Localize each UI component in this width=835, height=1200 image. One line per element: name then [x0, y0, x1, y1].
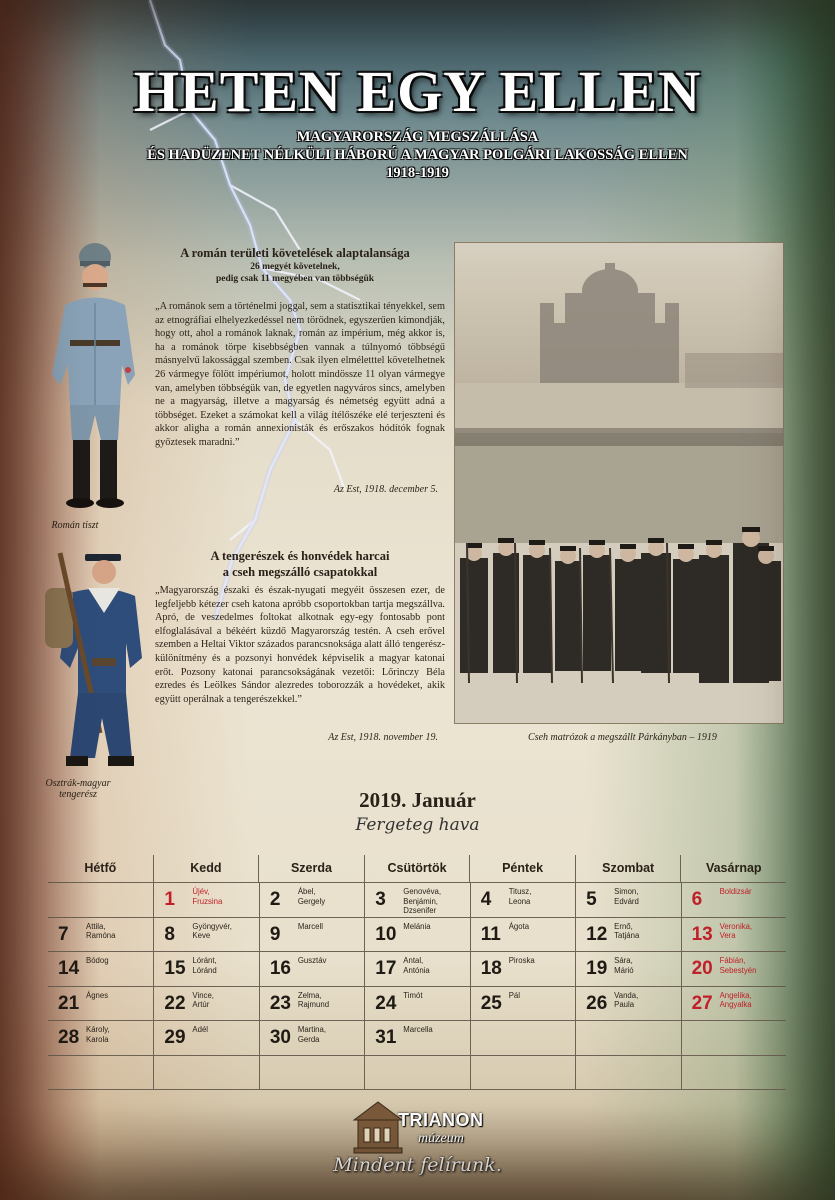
calendar-empty-cell	[681, 1021, 786, 1056]
calendar-day-cell	[48, 952, 153, 987]
weekday-header: Szombat	[575, 855, 681, 882]
day-number: 3	[375, 889, 386, 910]
sailor-illustration	[40, 548, 155, 778]
caption-line: tengerész	[59, 789, 97, 800]
day-number: 20	[691, 958, 713, 979]
calendar-day-cell	[575, 987, 680, 1022]
day-number: 16	[269, 958, 291, 979]
day-number: 14	[58, 958, 80, 979]
calendar-empty-cell	[364, 1056, 469, 1091]
article-body: „A románok sem a történelmi joggal, sem a statisztikai tényekkel, sem az etnográfiai elhelyezkedéssel nem törödnek, egyszerűen kimondják, hogy ott, ahol a románok laknak, román az impérium, még akkor is, ha a románok törpe kisebbségben vannak a túlnyomó többségű másnyelvű lakossággal szemben. Csak ilyen elméletttel követelhetnek 26 vármegye fölött impériumot, holott mindössze 11 olyan vármegye van, amelyben többségük van, de egyetlen nagyváros sincs, amelyben ne a magyarság, illetve a magyarság és németség együtt adná a többséget. Ezeket a számokat kell a világ ítélőszéke elé terjeszteni és akkor aligha a román annexionisták és erőszakos hódítók fognak győztesek maradni.”	[155, 301, 445, 448]
name-day-list: Marcell	[297, 921, 323, 931]
calendar-empty-cell	[259, 1056, 364, 1091]
calendar-day-cell	[48, 987, 153, 1022]
calendar-day-cell	[259, 987, 364, 1022]
calendar-empty-cell	[470, 1056, 575, 1091]
calendar-day-cell	[364, 987, 469, 1022]
heading-line: A tengerészek és honvédek harcai	[210, 549, 390, 563]
calendar-day-cell	[364, 883, 469, 918]
name-day-list: Sára, Márió	[614, 956, 634, 975]
name-day-list: Zelma, Rajmund	[297, 990, 330, 1009]
calendar-empty-cell	[48, 883, 153, 918]
name-day-list: Titusz, Leona	[508, 887, 532, 906]
weekday-header: Hétfő	[84, 861, 117, 875]
day-number: 24	[375, 992, 397, 1014]
figure-caption: Román tiszt	[51, 520, 99, 531]
name-day-list: Martina, Gerda	[297, 1025, 327, 1044]
logo-text: múzeum	[418, 1131, 464, 1146]
day-number: 4	[480, 889, 492, 910]
calendar-day-cell	[681, 987, 786, 1022]
weekday-header: Vasárnap	[680, 855, 786, 882]
day-number: 31	[375, 1027, 397, 1048]
name-day-list: Lóránt, Lóránd	[192, 956, 217, 975]
calendar-day-cell	[575, 883, 680, 918]
subtitle-line: MAGYARORSZÁG MEGSZÁLLÁSA	[296, 129, 539, 145]
day-number: 9	[269, 923, 281, 945]
calendar-day-cell	[153, 918, 258, 953]
calendar-day-cell	[259, 883, 364, 918]
calendar-empty-cell	[575, 1021, 680, 1056]
day-number: 21	[58, 992, 80, 1014]
calendar-day-cell	[470, 952, 575, 987]
calendar-day-cell	[259, 952, 364, 987]
day-number: 29	[164, 1027, 186, 1048]
name-day-list: Ágnes	[86, 990, 109, 1000]
name-day-list: Melánia	[403, 921, 431, 931]
caption-line: Osztrák-magyar	[45, 778, 111, 789]
name-day-list: Piroska	[508, 956, 535, 965]
calendar-day-cell	[681, 883, 786, 918]
article-source: Az Est, 1918. november 19.	[328, 732, 438, 743]
page-subtitle	[0, 128, 835, 182]
day-number: 22	[164, 992, 186, 1014]
name-day-list: Pál	[508, 990, 520, 1000]
name-day-list: Simon, Edvárd	[614, 887, 639, 906]
name-day-list: Károly, Karola	[86, 1025, 110, 1044]
day-number: 11	[480, 923, 501, 945]
weekday-header: Kedd	[153, 855, 259, 882]
day-number: 1	[164, 889, 175, 910]
calendar-subtitle: Fergeteg hava	[355, 815, 480, 835]
subheading-line: 26 megyét követelnek,	[250, 262, 340, 272]
name-day-list: Vanda, Paula	[614, 990, 639, 1009]
weekday-header: Péntek	[469, 855, 575, 882]
article-heading	[155, 548, 445, 580]
name-day-list: Fábián, Sebestyén	[719, 956, 757, 975]
day-number: 30	[269, 1027, 291, 1048]
day-number: 6	[691, 889, 703, 910]
article-heading: A román területi követelések alaptalansága	[180, 246, 410, 260]
article-subheading	[150, 262, 440, 285]
romanian-officer-illustration	[40, 235, 150, 520]
name-day-list: Boldizsár	[719, 887, 752, 896]
calendar-empty-cell	[470, 1021, 575, 1056]
day-number: 13	[691, 923, 713, 945]
name-day-list: Újév, Fruzsina	[192, 887, 223, 906]
weekday-header: Csütörtök	[364, 855, 470, 882]
day-number: 26	[586, 992, 608, 1014]
day-number: 25	[480, 992, 502, 1014]
calendar-title: 2019. Január	[359, 788, 476, 812]
calendar-day-cell	[575, 952, 680, 987]
slogan: Mindent felírunk.	[333, 1154, 502, 1176]
day-number: 2	[269, 889, 281, 910]
subtitle-line: ÉS HADÜZENET NÉLKÜLI HÁBORÚ A MAGYAR POLGÁRI LAKOSSÁG ELLEN	[147, 147, 688, 163]
name-day-list: Ábel, Gergely	[297, 887, 326, 906]
calendar-day-cell	[259, 918, 364, 953]
calendar-day-cell	[153, 952, 258, 987]
subheading-line: pedig csak 11 megyében van többségük	[215, 273, 375, 284]
day-number: 19	[586, 958, 608, 979]
calendar-day-cell	[364, 918, 469, 953]
calendar-day-cell	[48, 1021, 153, 1056]
name-day-list: Gyöngyvér, Keve	[192, 921, 232, 940]
calendar-day-cell	[575, 918, 680, 953]
name-day-list: Vince, Artúr	[192, 990, 214, 1009]
weekday-header-row	[48, 855, 786, 882]
weekday-header: Szerda	[258, 855, 364, 882]
calendar-day-cell	[470, 918, 575, 953]
calendar-days	[48, 882, 786, 1090]
historic-photo	[455, 243, 783, 723]
name-day-list: Ernő, Tatjána	[614, 921, 640, 940]
name-day-list: Adél	[192, 1025, 209, 1034]
calendar-day-cell	[364, 1021, 469, 1056]
name-day-list: Genovéva, Benjámin, Dzsenifer	[403, 887, 441, 915]
calendar-day-cell	[153, 1021, 258, 1056]
heading-line: a cseh megszálló csapatokkal	[222, 565, 378, 579]
day-number: 8	[164, 923, 175, 945]
day-number: 17	[375, 958, 397, 979]
day-number: 18	[480, 958, 502, 979]
calendar-empty-cell	[48, 1056, 153, 1091]
calendar-day-cell	[259, 1021, 364, 1056]
calendar-day-cell	[681, 952, 786, 987]
calendar-day-cell	[364, 952, 469, 987]
name-day-list: Angelika, Angyalka	[719, 990, 752, 1009]
calendar-grid	[48, 855, 786, 1090]
calendar-day-cell	[470, 883, 575, 918]
calendar-empty-cell	[681, 1056, 786, 1091]
calendar-day-cell	[153, 883, 258, 918]
name-day-list: Attila, Ramóna	[86, 921, 116, 940]
day-number: 12	[586, 923, 608, 945]
article-source: Az Est, 1918. december 5.	[333, 484, 438, 495]
name-day-list: Gusztáv	[297, 956, 327, 965]
page-title: HETEN EGY ELLEN	[133, 59, 702, 124]
day-number: 23	[269, 992, 291, 1014]
name-day-list: Antal, Antónia	[403, 956, 430, 975]
name-day-list: Ágota	[508, 921, 530, 931]
photo-caption: Cseh matrózok a megszállt Párkányban – 1919	[528, 732, 717, 743]
photo-illustration	[455, 243, 783, 723]
logo-text: TRIANON	[398, 1110, 484, 1130]
day-number: 27	[691, 992, 713, 1014]
day-number: 15	[164, 958, 186, 979]
calendar-day-cell	[153, 987, 258, 1022]
calendar-empty-cell	[575, 1056, 680, 1091]
calendar-day-cell	[48, 918, 153, 953]
calendar-day-cell	[681, 918, 786, 953]
subtitle-line: 1918-1919	[386, 165, 449, 181]
name-day-list: Veronika, Vera	[719, 921, 753, 940]
name-day-list: Marcella	[403, 1025, 433, 1034]
day-number: 5	[586, 889, 597, 910]
name-day-list: Bódog	[86, 956, 109, 965]
day-number: 7	[58, 923, 69, 945]
article-body: „Magyarország északi és észak-nyugati megyéit összesen ezer, de legfeljebb kétezer cseh katona apróbb csoportokban tartja megszállva. Apró, de veszedelmes foltokat alkotnak egy-egy fontosabb pont elfoglalásával a békéért küzdő Magyarország testén. A cseh erővel szemben a Heltai Viktor százados parancsnoksága alatt álló tengerész-különítmény és a pozsonyi honvédek képviselik a magyar katonai erőt. Pozsony katonai parancsokságának vezetői: Lőrinczy Béla ezredes és Leölkes Sándor alezredes toborozzák a hovédeket, akik együtt operálnak a tengerészekkel.”	[155, 585, 445, 705]
calendar-day-cell	[470, 987, 575, 1022]
day-number: 28	[58, 1027, 80, 1048]
name-day-list: Timót	[403, 990, 423, 1000]
day-number: 10	[375, 923, 397, 945]
calendar-empty-cell	[153, 1056, 258, 1091]
